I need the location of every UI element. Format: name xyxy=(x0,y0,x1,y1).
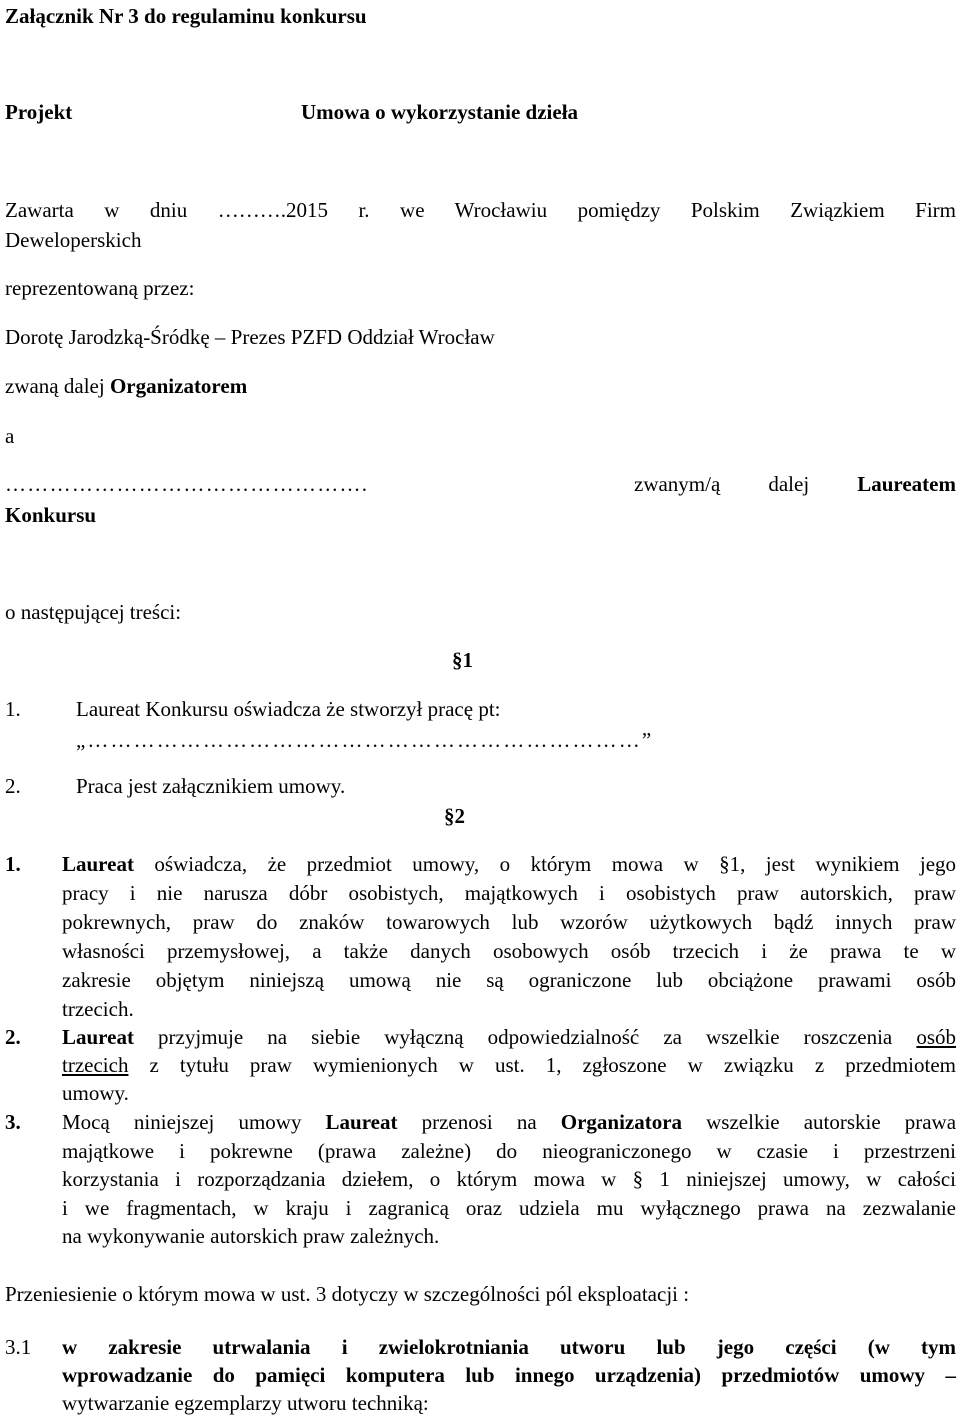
exploitation-item-line-1: w zakresie utrwalania i zwielokrotniania utworu lub jego części (w tym xyxy=(62,1335,956,1359)
laureate-bold: Laureat xyxy=(62,1025,134,1049)
section-1-item-1: Laureat Konkursu oświadcza że stworzył pracę pt: xyxy=(76,697,501,721)
laureate-bold: Laureat xyxy=(325,1110,398,1134)
section-2-p3-line-2: majątkowe i pokrewne (prawa zależne) do nieograniczonego w czasie i przestrzeni xyxy=(62,1139,956,1163)
organizer-prefix: zwaną dalej xyxy=(5,374,110,398)
section-2-p2-line-2 xyxy=(62,1053,956,1078)
contract-date-line: Zawarta w dniu ……….2015 r. we Wrocławiu pomiędzy Polskim Związkiem Firm xyxy=(5,198,956,222)
exploitation-fields-intro: Przeniesienie o którym mowa w ust. 3 dotyczy w szczególności pól eksploatacji : xyxy=(5,1282,690,1306)
section-2-p1-line-3: pokrewnych, praw do znaków towarowych lub wzorów użytkowych bądź innych praw xyxy=(62,910,956,934)
p3-text-a: Mocą niniejszej umowy xyxy=(62,1110,302,1134)
section-2-p2-text-2: z tytułu praw wymienionych w ust. 1, zgłoszone w związku z przedmiotem xyxy=(149,1053,956,1077)
project-label: Projekt xyxy=(5,100,73,124)
section-2-p1-line-1 xyxy=(62,852,956,877)
section-2-p1-line-6: trzecich. xyxy=(62,997,134,1021)
attachment-heading: Załącznik Nr 3 do regulaminu konkursu xyxy=(5,4,367,28)
section-2-p3-line-5: na wykonywanie autorskich praw zależnych. xyxy=(62,1224,440,1248)
section-1-item-2: Praca jest załącznikiem umowy. xyxy=(76,774,346,798)
section-2-p1-line-5: zakresie objętym niniejszą umową nie są ograniczone lub obciążone prawami osób xyxy=(62,968,956,992)
laureate-mid: zwanym/ą dalej xyxy=(634,472,858,496)
document-title: Umowa o wykorzystanie dzieła xyxy=(301,100,579,124)
section-1-item-2-number: 2. xyxy=(5,774,21,798)
section-2-p3-line-4: i we fragmentach, w kraju i zagranicą oraz udziela mu wyłącznego prawa na zezwalanie xyxy=(62,1196,956,1220)
section-2-p3-line-1 xyxy=(62,1110,956,1135)
laureate-name-blank: …………………………………………. xyxy=(5,472,369,496)
section-2-p1-text: oświadcza, że przedmiot umowy, o którym mowa w §1, jest wynikiem jego xyxy=(154,852,957,876)
p3-text-e: wszelkie autorskie prawa xyxy=(706,1110,957,1134)
organizer-definition xyxy=(5,374,247,399)
section-2-p3-number: 3. xyxy=(5,1110,21,1134)
laureate-term: Laureatem xyxy=(857,472,956,496)
section-2-p3-line-3: korzystania i rozporządzania dziełem, o którym mowa w § 1 niniejszej umowy, w całości xyxy=(62,1167,956,1191)
exploitation-item-line-3: wytwarzanie egzemplarzy utworu techniką: xyxy=(62,1391,429,1415)
representative: Dorotę Jarodzką-Śródkę – Prezes PZFD Oddział Wrocław xyxy=(5,325,495,349)
section-2-p2-number: 2. xyxy=(5,1025,21,1049)
section-2-p2-text: przyjmuje na siebie wyłączną odpowiedzialność za wszelkie roszczenia xyxy=(158,1025,893,1049)
section-1-item-1-number: 1. xyxy=(5,697,21,721)
section-2-p1-line-2: pracy i nie narusza dóbr osobistych, majątkowych i osobistych praw autorskich, praw xyxy=(62,881,956,905)
and-conjunction: a xyxy=(5,424,15,448)
represented-by: reprezentowaną przez: xyxy=(5,276,195,300)
exploitation-item-number: 3.1 xyxy=(5,1335,32,1359)
content-intro: o następującej treści: xyxy=(5,600,182,624)
section-2-p1-number: 1. xyxy=(5,852,21,876)
section-1-heading: §1 xyxy=(452,648,473,672)
organizer-bold: Organizatora xyxy=(560,1110,683,1134)
laureate-bold: Laureat xyxy=(62,852,134,876)
p3-text-c: przenosi na xyxy=(421,1110,537,1134)
third-parties-underlined-cont: trzecich xyxy=(62,1053,129,1077)
third-parties-underlined: osób xyxy=(916,1025,957,1049)
laureate-term-cont: Konkursu xyxy=(5,503,97,527)
laureate-definition xyxy=(634,472,956,497)
section-2-p2-line-1 xyxy=(62,1025,956,1050)
section-2-heading: §2 xyxy=(444,804,465,828)
work-title-blank: „………………………………………………………………” xyxy=(76,728,654,752)
contract-party-name-cont: Deweloperskich xyxy=(5,228,142,252)
organizer-term: Organizatorem xyxy=(109,374,248,398)
exploitation-item-line-2: wprowadzanie do pamięci komputera lub innego urządzenia) przedmiotów umowy – xyxy=(62,1363,956,1387)
section-2-p2-line-3: umowy. xyxy=(62,1081,129,1105)
section-2-p1-line-4: własności przemysłowej, a także danych osobowych osób trzecich i że prawa te w xyxy=(62,939,956,963)
